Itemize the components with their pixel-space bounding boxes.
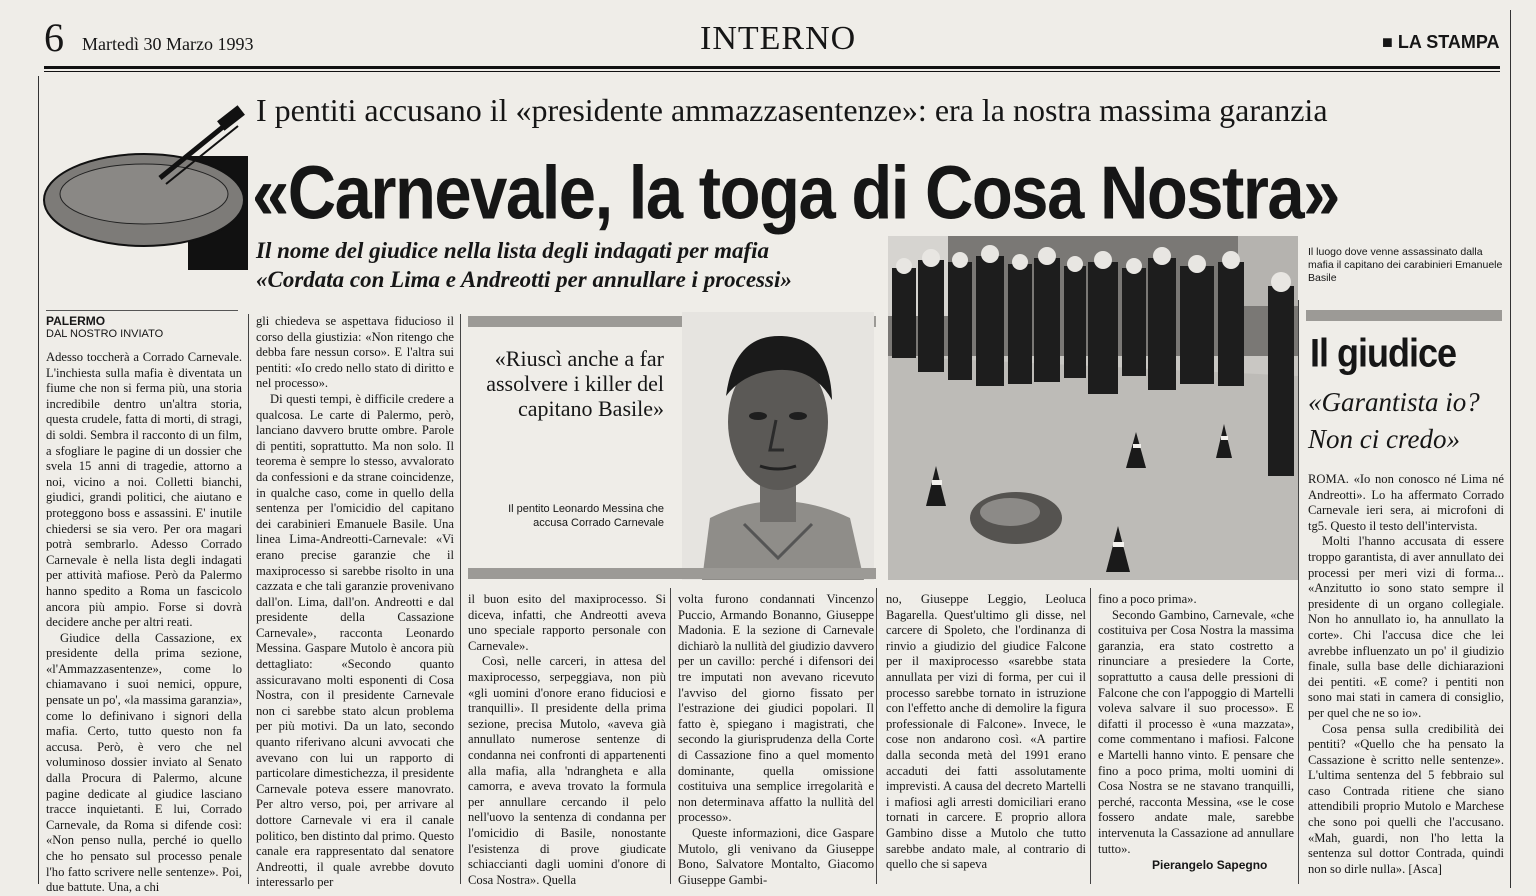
paragraph: Così, nelle carceri, in attesa del maxiprocesso, serpeggiava, non più «gli uomini d'onore erano fiduciosi e tranquilli». Il presidente della prima sezione, precisa Mutolo, «aveva già annullato numerose sentenze di condanna nei confronti di appartenenti alla mafia, alla 'ndrangheta e alla camorra, e aveva trovato la formula per annullare cercando il pelo nell'uovo la sentenza di condanna per l'omicidio di Basile, nonostante l'esistenza di prove giudicate schiaccianti dagli uomini d'onore di Cosa Nostra». Quella bbox=[468, 654, 666, 887]
column-divider bbox=[460, 314, 461, 884]
article-column-2 bbox=[256, 314, 454, 890]
paragraph: il buon esito del maxiprocesso. Si diceva, infatti, che Andreotti aveva uno speciale rapporto personale con Carnevale». bbox=[468, 592, 666, 653]
column-divider bbox=[670, 588, 671, 884]
masthead-rule bbox=[44, 66, 1500, 69]
photo-caption: Il luogo dove venne assassinato dalla mafia il capitano dei carabinieri Emanuele Basile bbox=[1308, 246, 1503, 284]
article-deck bbox=[256, 236, 792, 294]
paragraph: fino a poco prima». bbox=[1098, 592, 1197, 606]
paragraph: Adesso toccherà a Corrado Carnevale. L'inchiesta sulla mafia è diventata un fiume che non si ferma più, una storia incredibile dentro un'altra storia, questa crudele, fatta di morti, di stragi, di soldi. Sembra il racconto di un film, a sfogliare le pagine di un dossier che svela 15 anni di tragedie, attorno a noi, vicino a noi. Colletti bianchi, giudici, grandi politici, che aiutano e proteggono boss e assassini. E' inutile chiedersi se sia vero. Per ora magari potrà sembrarlo. Adesso Corrado Carnevale è nella lista degli indagati per attività mafiose. Però da Palermo hanno spedito a Roma un fascicolo ancora più ampio. Forse si dovrà decidere anche per altri reati. bbox=[46, 350, 242, 630]
column-rule bbox=[46, 310, 238, 311]
newspaper-name: ■ LA STAMPA bbox=[1382, 32, 1500, 52]
sidebar-quote: «Garantista io? Non ci credo» bbox=[1308, 387, 1480, 454]
article-kicker: I pentiti accusano il «presidente ammazzasentenze»: era la nostra massima garanzia bbox=[256, 92, 1328, 128]
paragraph: gli chiedeva se aspettava fiducioso il corso della giustizia: «Non ritengo che debba fare nessun corso». E l'altra sui pentiti: «Io credo nello stato di diritto e nel processo». bbox=[256, 314, 454, 391]
paragraph: Giudice della Cassazione, ex presidente della prima sezione, «l'Ammazzasentenze», come lo chiamavano i suoi nemici, oppure, pensate un po', «la massima garanzia», come lo definivano i signori della mafia. Certo, tutto questo non fa accusa. Però, è vero che nel voluminoso dossier inviato al Senato dalla Procura di Palermo, alcune pagine dedicate al giudice lasciano tracce inquietanti. E lui, Corrado Carnevale, da Roma si difende così: «Non penso nulla, perché io quello che ho pensato sul processo penale l'ho fatto scrivere nelle sentenze». Poi, due battute. Una, a chi bbox=[46, 630, 242, 895]
crime-scene-photo bbox=[888, 236, 1298, 580]
sidebar-body bbox=[1308, 472, 1504, 882]
article-column-6 bbox=[1098, 592, 1294, 854]
portrait-caption: Il pentito Leonardo Messina che accusa Corrado Carnevale bbox=[508, 503, 664, 529]
article-column-5 bbox=[886, 592, 1086, 882]
pullquote-text: «Riuscì anche a far assolvere i killer del capitano Basile» bbox=[486, 346, 664, 421]
article-headline: «Carnevale, la toga di Cosa Nostra» bbox=[252, 151, 1339, 236]
deck-line: «Cordata con Lima e Andreotti per annullare i processi» bbox=[256, 267, 792, 292]
paragraph: volta furono condannati Vincenzo Puccio, Armando Bonanno, Giuseppe Madonia. E la sezione di Carnevale dichiarò la nullità del giudizio davvero per un cavillo: perché i difensori dei tre imputati non avevano ricevuto l'avviso del giorno fissato per l'estrazione dei giudici popolari. Il fatto è, spiegano i magistrati, che secondo la giurisprudenza della Corte di Cassazione fino a quel momento dominante, quella omissione costituiva una semplice irregolarità e non determinava affatto la nullità del processo». bbox=[678, 592, 874, 825]
column-divider bbox=[248, 314, 249, 884]
column-divider bbox=[1090, 588, 1091, 884]
judge-hat-icon bbox=[40, 108, 252, 272]
byline: DAL NOSTRO INVIATO bbox=[46, 328, 164, 340]
page-number: 6 bbox=[44, 15, 64, 60]
paragraph: Cosa pensa sulla credibilità dei pentiti? «Quello che ha pensato la Cassazione è scritto nelle sentenze». L'ultima sentenza del 5 febbraio sul caso Contrada ritiene che siano attendibili proprio Mutolo e Marchese che sono poi quelli che l'accusano. «Mah, guardi, non l'ho letta la sentenza sul dottor Contrada, quindi non so dirle nulla». [Asca] bbox=[1308, 721, 1504, 876]
newspaper-name-text: LA STAMPA bbox=[1397, 32, 1500, 52]
masthead-rule-thin bbox=[44, 71, 1500, 72]
column-divider bbox=[876, 588, 877, 884]
article-column-1 bbox=[46, 350, 242, 895]
issue-date: Martedì 30 Marzo 1993 bbox=[82, 34, 254, 54]
sidebar-title: Il giudice bbox=[1310, 330, 1457, 376]
paragraph: Molti l'hanno accusata di essere troppo garantista, di aver annullato dei processi per meri vizi di forma... «Anzitutto io sono stato sempre il presidente di un organo collegiale. Non ho annullato io, ha annullato la corte». Chi l'accusa dice che lei avrebbe influenzato un po' il giudizio finale, sulla base delle dichiarazioni dei pentiti. «E come? i pentiti non sono mai stati in camera di consiglio, per quel che ne so io». bbox=[1308, 534, 1504, 720]
paragraph: Di questi tempi, è difficile credere a qualcosa. Le carte di Palermo, però, lanciano davvero brutte ombre. Parole di pentiti, soprattutto. Ma non solo. Il teorema è sempre lo stesso, avvalorato da confessioni e da strane coincidenze, in qualche caso, come in quello della sentenza per l'omicidio del capitano dei carabinieri Emanuele Basile. Una linea Lima-Andreotti-Carnevale: «Vi erano precise garanzie che il maxiprocesso si sarebbe risolto in una cazzata e che tali garanzie provenivano dall'on. Lima, dall'on. Andreotti e dal presidente della Cassazione Carnevale», racconta Leonardo Messina. Gaspare Mutolo è ancora più dettagliato: «Secondo quanto assicuravano molti esponenti di Cosa Nostra, con il presidente Carnevale non ci sarebbe stato alcun problema per più motivi. Da un lato, secondo quanto riferivano alcuni avvocati che avevano con lui un rapporto di particolare dimestichezza, il presidente Carnevale poteva essere manovrato. Per altro verso, poi, per arrivare al dottore Carnevale vi era il canale politico, ben distinto dal primo. Questo canale era rappresentato dal senatore Andreotti, il quale avrebbe dovuto interessarlo per bbox=[256, 391, 454, 890]
paragraph: no, Giuseppe Leggio, Leoluca Bagarella. Quest'ultimo gli disse, nel carcere di Spoleto, che l'ordinanza di rinvio a giudizio del giudice Falcone per il maxiprocesso «sarebbe stata annullata per vizi di forma, per cui il processo sarebbe tornato in istruzione con l'effetto anche di demolire la figura professionale di Falcone». Invece, le cose non andarono così. «A partire dalla seconda metà del 1991 erano accaduti dei fatti assolutamente imprevisti. A causa del decreto Martelli i mafiosi agli arresti domiciliari erano tornati in carcere. E proprio allora Gambino disse a Mutolo che tutto sarebbe andato male, al contrario di quello che si sapeva bbox=[886, 592, 1086, 872]
author-signature: Pierangelo Sapegno bbox=[1152, 858, 1268, 872]
paragraph: Secondo Gambino, Carnevale, «che costituiva per Cosa Nostra la massima garanzia, era stato costretto a rinunciare a presiedere la Corte, soprattutto a causa delle pressioni di Falcone che con l'appoggio di Martelli voleva salvare il suo processo». E difatti il processo è «una mazzata», come commentano i mafiosi. Falcone e Martelli hanno vinto. E pensare che fino a poco prima, molti uomini di Cosa Nostra se ne stavano tranquilli, perché, racconta Messina, «se le cose fossero andate male, sarebbe intervenuta la Cassazione ad annullare tutto». bbox=[1098, 607, 1294, 856]
sidebar-bar bbox=[1306, 310, 1502, 321]
pullquote-bottom-bar bbox=[468, 568, 876, 579]
article-column-4 bbox=[678, 592, 874, 887]
dateline: PALERMO bbox=[46, 314, 106, 328]
article-column-3 bbox=[468, 592, 666, 887]
page-edge-left bbox=[38, 76, 39, 884]
portrait-photo bbox=[682, 312, 874, 580]
deck-line: Il nome del giudice nella lista degli indagati per mafia bbox=[256, 238, 770, 263]
paragraph: ROMA. «Io non conosco né Lima né Andreotti». Lo ha affermato Corrado Carnevale ieri sera, ai microfoni di tg5. Questo il testo dell'intervista. bbox=[1308, 472, 1504, 533]
page-edge-right bbox=[1510, 10, 1511, 888]
section-title: INTERNO bbox=[700, 20, 857, 57]
paragraph: Queste informazioni, dice Gaspare Mutolo, gli venivano da Giuseppe Bono, Salvatore Montalto, Giacomo Giuseppe Gambi- bbox=[678, 825, 874, 887]
column-divider bbox=[1298, 300, 1299, 884]
